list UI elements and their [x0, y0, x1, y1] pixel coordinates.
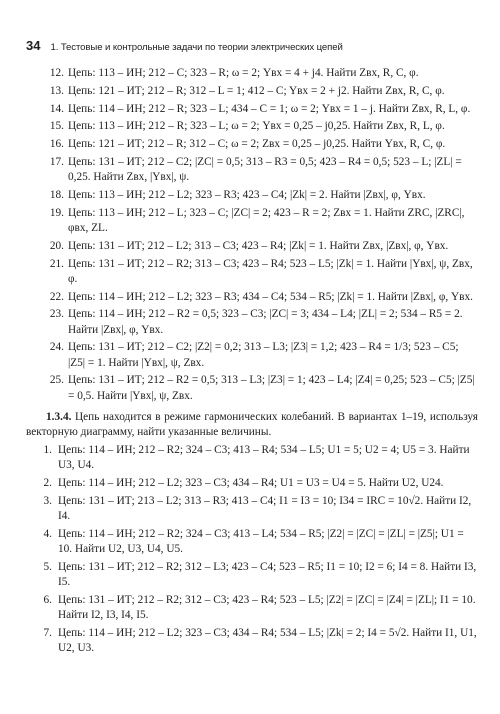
- problem-number: 13.: [49, 84, 64, 97]
- problem-item: [26, 290, 478, 305]
- problem-number: 1.: [43, 444, 52, 457]
- problem-item: [26, 494, 478, 524]
- problem-text: Цепь: 114 – ИН; 212 – R2; 324 – C3; 413 – R4; 534 – L5; U1 = 5; U2 = 4; U5 = 3. Найти U3, U4.: [58, 444, 470, 472]
- problem-item: [26, 188, 478, 203]
- problem-text: Цепь: 121 – ИТ; 212 – R; 312 – L = 1; 412 – C; Yвх = 2 + j2. Найти Zвх, R, C, φ.: [68, 84, 445, 97]
- problem-item: [26, 307, 478, 337]
- problem-item: [26, 527, 478, 557]
- problem-item: [26, 102, 478, 117]
- problem-text: Цепь: 131 – ИТ; 213 – L2; 313 – R3; 413 – C4; I1 = I3 = 10; I34 = IRC = 10√2. Найти I2, I4.: [58, 494, 472, 523]
- problem-text: Цепь: 131 – ИТ; 212 – R2; 312 – L3; 423 – C4; 523 – R5; I1 = 10; I2 = 6; I4 = 8. Найти I3, I5.: [58, 560, 477, 589]
- problem-text: Цепь: 113 – ИН; 212 – C; 323 – R; ω = 2; Yвх = 4 + j4. Найти Zвх, R, C, φ.: [68, 67, 419, 79]
- problem-text: Цепь: 131 – ИТ; 212 – R2 = 0,5; 313 – L3; |Z3| = 1; 423 – L4; |Z4| = 0,25; 523 – C5; |Z5| = 0,5. Найти |Yвх|, ψ, Zвх.: [68, 374, 475, 402]
- problem-number: 6.: [43, 593, 52, 606]
- problem-number: 3.: [43, 494, 52, 507]
- problem-item: [26, 66, 478, 81]
- problem-text: Цепь: 114 – ИН; 212 – R2 = 0,5; 323 – C3; |ZC| = 3; 434 – L4; |ZL| = 2; 534 – R5 = 2. Найти |Zвх|, φ, Yвх.: [68, 308, 463, 336]
- problem-text: Цепь: 131 – ИТ; 212 – L2; 313 – C3; 423 – R4; |Zk| = 1. Найти Zвх, |Zвх|, φ, Yвх.: [68, 239, 449, 252]
- page-header: [26, 38, 476, 53]
- problem-number: 16.: [49, 138, 64, 151]
- running-head: 1. Тестовые и контрольные задачи по теории электрических цепей: [50, 42, 343, 53]
- problem-number: 14.: [49, 102, 64, 115]
- problem-number: 7.: [43, 626, 52, 639]
- problem-list-1-3-3: [26, 66, 478, 404]
- problem-number: 24.: [49, 341, 64, 354]
- problem-item: [26, 373, 478, 403]
- problem-number: 2.: [43, 477, 52, 490]
- problem-text: Цепь: 113 – ИН; 212 – L; 323 – C; |ZC| = 2; 423 – R = 2; Zвх = 1. Найти ZRC, |ZRC|, φвх, ZL.: [68, 206, 465, 234]
- problem-text: Цепь: 121 – ИТ; 212 – R; 312 – C; ω = 2; Zвх = 0,25 – j0,25. Найти Yвх, R, C, φ.: [68, 138, 446, 151]
- problem-item: [26, 137, 478, 152]
- problem-item: [26, 206, 478, 236]
- problem-text: Цепь: 131 – ИТ; 212 – R2; 313 – C3; 423 – R4; 523 – L5; |Zk| = 1. Найти |Yвх|, ψ, Zвх, φ.: [68, 257, 473, 285]
- section-text: Цепь находится в режиме гармонических колебаний. В вариантах 1–19, используя векторную диаграмму, найти указанные величины.: [26, 410, 479, 438]
- problem-text: Цепь: 131 – ИТ; 212 – C2; |ZC| = 0,5; 313 – R3 = 0,5; 423 – R4 = 0,5; 523 – L; |ZL| = 0,25. Найти Zвх, |Yвх|, ψ.: [68, 155, 462, 184]
- problem-text: Цепь: 114 – ИН; 212 – L2; 323 – R3; 434 – C4; 534 – R5; |Zk| = 1. Найти |Zвх|, φ, Yвх.: [68, 290, 473, 303]
- problem-item: [26, 119, 478, 134]
- problem-item: [26, 340, 478, 370]
- problem-item: [26, 560, 478, 590]
- problem-number: 23.: [49, 308, 64, 321]
- problem-text: Цепь: 114 – ИН; 212 – L2; 323 – C3; 434 – R4; U1 = U3 = U4 = 5. Найти U2, U24.: [58, 477, 444, 490]
- page-content: [26, 66, 478, 659]
- problem-text: Цепь: 131 – ИТ; 212 – R2; 312 – C3; 423 – R4; 523 – L5; |Z2| = |ZC| = |Z4| = |ZL|; I1 = 10. Найти I2, I3, I4, I5.: [58, 593, 476, 622]
- problem-text: Цепь: 113 – ИН; 212 – L2; 323 – R3; 423 – C4; |Zk| = 2. Найти |Zвх|, φ, Yвх.: [68, 188, 426, 201]
- problem-item: [26, 239, 478, 254]
- problem-number: 25.: [49, 374, 64, 387]
- problem-item: [26, 626, 478, 656]
- problem-text: Цепь: 113 – ИН; 212 – R; 323 – L; ω = 2; Yвх = 0,25 – j0,25. Найти Zвх, R, L, φ.: [68, 120, 445, 133]
- problem-text: Цепь: 114 – ИН; 212 – L2; 323 – C3; 434 – R4; 534 – L5; |Zk| = 2; I4 = 5√2. Найти I1, U1, U2, U3.: [58, 626, 477, 655]
- problem-number: 17.: [49, 155, 64, 168]
- problem-list-1-3-4: [26, 443, 478, 656]
- problem-number: 21.: [49, 257, 64, 270]
- problem-text: Цепь: 114 – ИН; 212 – R2; 324 – C3; 413 – L4; 534 – R5; |Z2| = |ZC| = |ZL| = |Z5|; U1 = 10. Найти U2, U3, U4, U5.: [58, 527, 464, 556]
- problem-number: 4.: [43, 527, 52, 540]
- problem-number: 12.: [49, 67, 64, 79]
- problem-number: 22.: [49, 290, 64, 303]
- problem-number: 15.: [49, 120, 64, 133]
- problem-item: [26, 257, 478, 287]
- problem-number: 19.: [49, 206, 64, 219]
- problem-item: [26, 443, 478, 473]
- section-number: 1.3.4.: [46, 410, 72, 423]
- page-number: 34: [26, 38, 41, 53]
- problem-text: Цепь: 131 – ИТ; 212 – C2; |Z2| = 0,2; 313 – L3; |Z3| = 1,2; 423 – R4 = 1/3; 523 – C5; |Z5| = 1. Найти |Yвх|, ψ, Zвх.: [68, 341, 459, 369]
- problem-number: 18.: [49, 188, 64, 201]
- section-intro: [26, 410, 478, 440]
- problem-number: 20.: [49, 239, 64, 252]
- problem-item: [26, 593, 478, 623]
- problem-number: 5.: [43, 560, 52, 573]
- problem-item: [26, 84, 478, 99]
- problem-text: Цепь: 114 – ИН; 212 – R; 323 – L; 434 – C = 1; ω = 2; Yвх = 1 – j. Найти Zвх, R, L, φ.: [68, 102, 471, 115]
- problem-item: [26, 476, 478, 491]
- problem-item: [26, 155, 478, 185]
